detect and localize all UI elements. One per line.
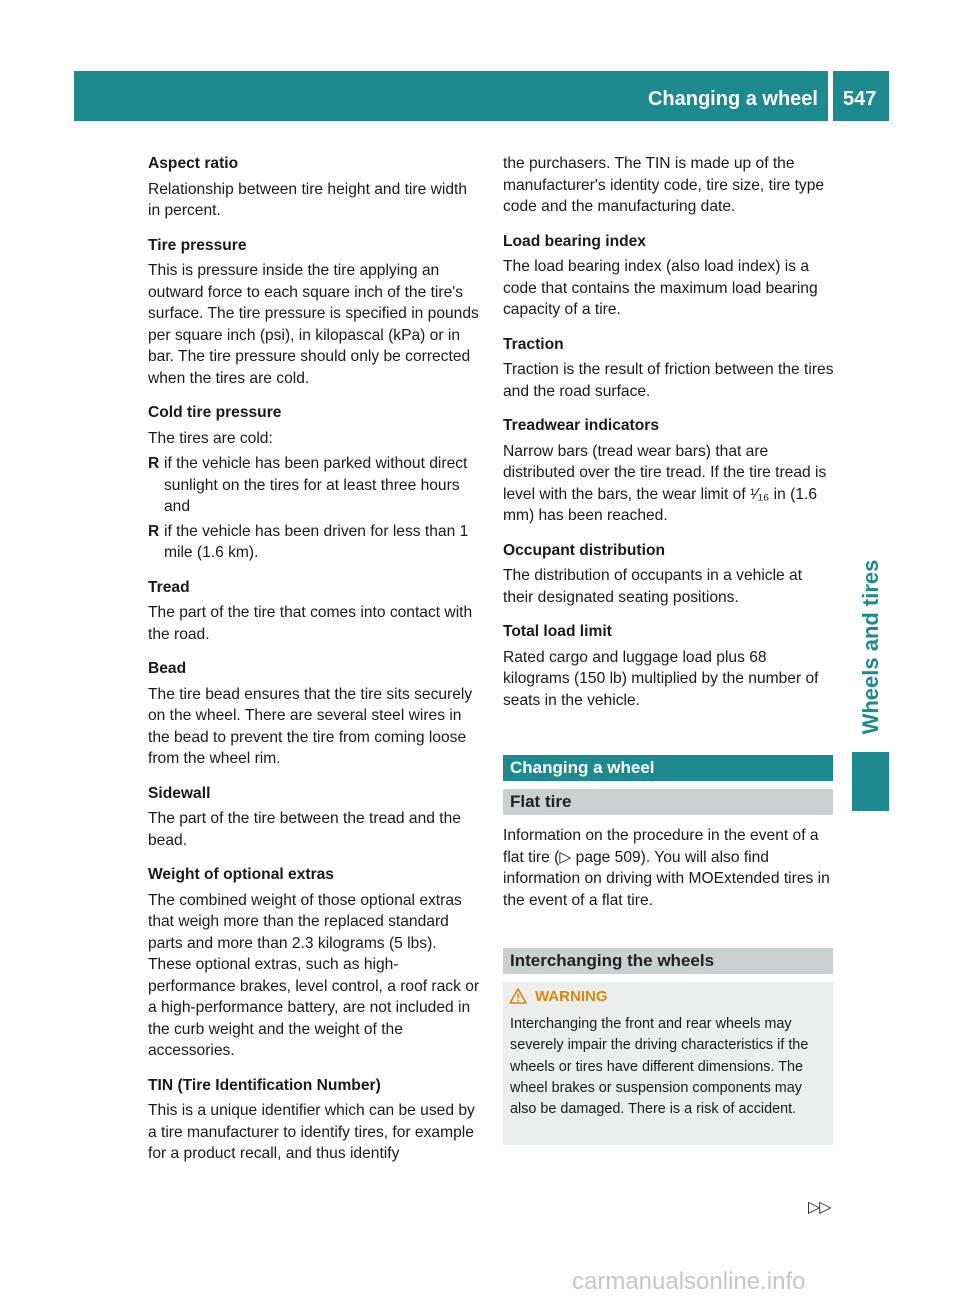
section-heading-changing-a-wheel: Changing a wheel <box>503 755 833 781</box>
paragraph: This is a unique identifier which can be used by a tire manufacturer to identify tires, for example for a product recall, and thus identify <box>148 1102 475 1162</box>
continue-marker: ▷▷ <box>808 1199 831 1216</box>
section-heading: Occupant distribution <box>503 541 665 559</box>
paragraph: Narrow bars (tread wear bars) that are distributed over the tire tread. If the tire tread is level with the bars, the wear limit of ¹⁄₁₆ in (1.6 mm) has been reached. <box>503 442 827 524</box>
subsection-heading-interchanging: Interchanging the wheels <box>503 948 833 974</box>
list-item <box>148 453 481 518</box>
warning-triangle-icon <box>509 988 527 1004</box>
section-heading: Weight of optional extras <box>148 866 334 883</box>
list-item-text: if the vehicle has been parked without direct sunlight on the tires for at least three hours and <box>164 455 468 515</box>
section-heading: Cold tire pressure <box>148 404 282 421</box>
list-item <box>148 521 481 564</box>
section-heading: Total load limit <box>503 623 612 640</box>
paragraph: The part of the tire that comes into contact with the road. <box>148 604 473 643</box>
page-number: 547 <box>843 88 877 110</box>
paragraph: Traction is the result of friction between the tires and the road surface. <box>503 361 834 400</box>
bullet-marker: R <box>148 522 160 540</box>
flat-tire-paragraph: Information on the procedure in the event of a flat tire (▷ page 509). You will also find information on driving with MOExtended tires in the event of a flat tire. <box>503 827 830 909</box>
bullet-list <box>148 453 481 564</box>
paragraph: The distribution of occupants in a vehicle at their designated seating positions. <box>503 567 803 606</box>
side-tab-marker <box>852 752 889 811</box>
section-heading: Sidewall <box>148 784 211 802</box>
paragraph: The combined weight of those optional extras that weigh more than the replaced standard parts and more than 2.3 kilograms (5 lbs). These optional extras, such as high-performance brakes, level control, a roof rack or a high-performance battery, are not included in the curb weight and the weight of the accessories. <box>148 891 480 1059</box>
left-column <box>148 153 481 1165</box>
section-heading: Aspect ratio <box>148 155 239 172</box>
list-item-text: if the vehicle has been driven for less than 1 mile (1.6 km). <box>164 522 469 561</box>
side-tab-label: Wheels and tires <box>858 559 883 735</box>
paragraph: The tire bead ensures that the tire sits securely on the wheel. There are several steel wires in the bead to prevent the tire from coming loose from the wheel rim. <box>148 685 473 767</box>
paragraph: The load bearing index (also load index) is a code that contains the maximum load bearing capacity of a tire. <box>503 258 818 318</box>
section-heading: Treadwear indicators <box>503 417 659 434</box>
section-heading: Load bearing index <box>503 232 646 250</box>
right-column <box>503 153 835 711</box>
header-title: Changing a wheel <box>647 88 818 110</box>
section-heading: Bead <box>148 660 187 677</box>
paragraph: The part of the tire between the tread and the bead. <box>148 810 461 849</box>
paragraph: the purchasers. The TIN is made up of the manufacturer's identity code, tire size, tire type code and the manufacturing date. <box>503 155 825 215</box>
warning-label: WARNING <box>535 988 608 1005</box>
paragraph: Rated cargo and luggage load plus 68 kilograms (150 lb) multiplied by the number of seats in the vehicle. <box>503 648 819 709</box>
watermark: carmanualsonline.info <box>572 1268 806 1295</box>
paragraph: The tires are cold: <box>148 429 273 447</box>
section-heading: Tire pressure <box>148 236 247 254</box>
subsection-heading-flat-tire: Flat tire <box>503 789 833 815</box>
section-heading: Traction <box>503 335 564 353</box>
warning-text: Interchanging the front and rear wheels may severely impair the driving characteristics if the wheels or tires have different dimensions. The wheel brakes or suspension components may also be damaged. There is a risk of accident. <box>510 1016 809 1118</box>
section-heading: TIN (Tire Identification Number) <box>148 1076 381 1094</box>
bullet-marker: R <box>148 455 160 472</box>
paragraph: This is pressure inside the tire applying an outward force to each square inch of the tire's surface. The tire pressure is specified in pounds per square inch (psi), in kilopascal (kPa) or in bar. The tire pressure should only be corrected when the tires are cold. <box>148 262 479 387</box>
section-heading: Tread <box>148 578 190 596</box>
warning-header <box>509 988 608 1005</box>
paragraph: Relationship between tire height and tire width in percent. <box>148 180 468 219</box>
